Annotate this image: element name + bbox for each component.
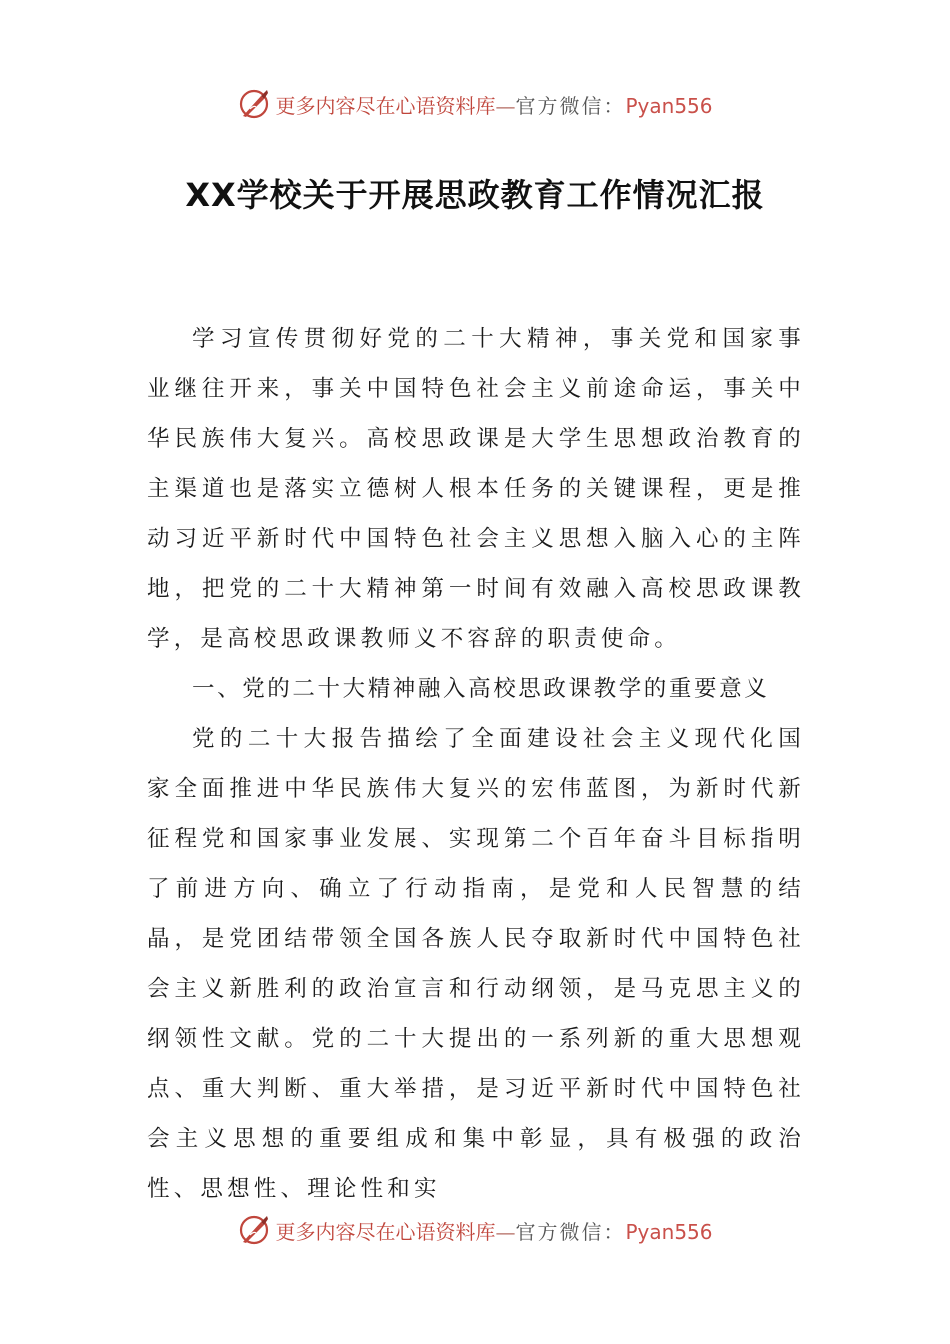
quill-logo-icon (237, 87, 271, 121)
watermark-official-label: 官方微信： (515, 93, 626, 118)
section-heading-1: 一、党的二十大精神融入高校思政课教学的重要意义 (192, 676, 770, 702)
paragraph-section-1: 党的二十大报告描绘了全面建设社会主义现代化国家全面推进中华民族伟大复兴的宏伟蓝图，为新时代新征程党和国家事业发展、实现第二个百年奋斗目标指明了前进方向、确立了行动指南，是党和人民智慧的结晶，是党团结带领全国各族人民夺取新时代中国特色社会主义新胜利的政治宣言和行动纲领，是马克思主义的纲领性文献。党的二十大提出的一系列新的重大思想观点、重大判断、重大举措，是习近平新时代中国特色社会主义思想的重要组成和集中彰显，具有极强的政治性、思想性、理论性和实 (147, 726, 805, 1202)
watermark-dash: — (495, 93, 516, 118)
watermark-brand: 更多内容尽在心语资料库 (275, 93, 496, 118)
watermark-wechat-id: Pyan556 (625, 1219, 713, 1244)
footer-watermark (0, 1208, 950, 1252)
paragraph-intro: 学习宣传贯彻好党的二十大精神，事关党和国家事业继往开来，事关中国特色社会主义前途命运，事关中华民族伟大复兴。高校思政课是大学生思想政治教育的主渠道也是落实立德树人根本任务的关键课程，更是推动习近平新时代中国特色社会主义思想入脑入心的主阵地，把党的二十大精神第一时间有效融入高校思政课教学，是高校思政课教师义不容辞的职责使命。 (147, 326, 805, 652)
watermark-text (275, 90, 712, 119)
watermark-text (275, 1216, 712, 1245)
watermark-official-label: 官方微信： (515, 1219, 626, 1244)
document-title: XX学校关于开展思政教育工作情况汇报 (185, 176, 765, 214)
watermark-wechat-id: Pyan556 (625, 93, 713, 118)
watermark-dash: — (495, 1219, 516, 1244)
header-watermark (0, 82, 950, 126)
quill-logo-icon (237, 1213, 271, 1247)
document-body (147, 314, 805, 1214)
watermark-brand: 更多内容尽在心语资料库 (275, 1219, 496, 1244)
